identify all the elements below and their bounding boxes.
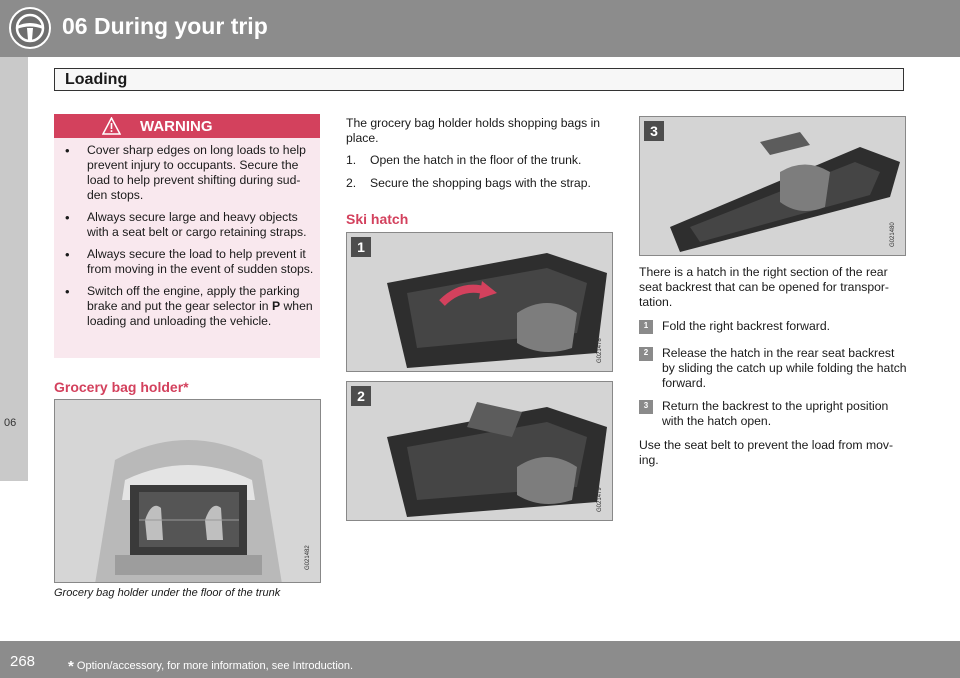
footnote-star: * [68,658,74,675]
grocery-caption: Grocery bag holder under the floor of the trunk [54,587,281,599]
page-footer [0,641,960,678]
figure-code: G021482 [305,545,311,570]
footnote-text: Option/accessory, for more information, see Introduction. [76,660,354,672]
footnote [68,656,353,673]
chapter-tab-label: 06 [4,417,17,429]
warning-item: • Cover sharp edges on long loads to help prevent injury to occupants. Secure the load to help prevent shifting during sud-den stops. [62,143,314,203]
ski-hatch-image-3 [639,116,906,256]
warning-item-text-end: when loading and unloading the vehicle. [87,299,313,328]
figure-code: G021479 [597,487,603,512]
chapter-title: 06 During your trip [62,13,268,39]
warning-list [62,143,314,336]
step-number: 1. [346,153,357,167]
step-text: Secure the shopping bags with the strap. [370,176,591,190]
figure-number-label: 3 [644,121,664,141]
grocery-steps [346,153,606,199]
ski-step: Return the backrest to the upright position with the hatch open. [662,399,889,428]
warning-item [62,284,314,329]
step-badge [639,400,653,414]
step-badge-number: 3 [643,401,649,410]
grocery-step [346,176,606,191]
grocery-heading: Grocery bag holder* [54,379,189,395]
section-title: Loading [65,71,128,88]
warning-header [54,114,320,138]
warning-item: • Always secure large and heavy objects with a seat belt or cargo retaining straps. [62,210,314,240]
step-badge-number: 2 [643,348,649,357]
step-badge [639,347,653,361]
step-number: 2. [346,176,357,190]
step-badge [639,320,653,334]
figure-code: G021480 [890,222,896,247]
chapter-tab [0,57,28,481]
ski-outro: Use the seat belt to prevent the load from mov-ing. [639,438,894,467]
figure-number-label: 1 [351,237,371,257]
step-badge-number: 1 [643,321,649,330]
grocery-intro: The grocery bag holder holds shopping bags in place. [346,116,601,145]
warning-title: WARNING [140,118,213,135]
step-text: Open the hatch in the floor of the trunk. [370,153,582,167]
ski-intro: There is a hatch in the right section of the rear seat backrest that can be opened for transpor-tation. [639,265,889,309]
grocery-bag-holder-image [54,399,321,583]
warning-item: • Always secure the load to help prevent it from moving in the event of sudden stops. [62,247,314,277]
ski-heading: Ski hatch [346,211,409,227]
figure-code: G021478 [597,338,603,363]
warning-box [54,114,320,358]
page-number: 268 [10,653,36,670]
figure-number-label: 2 [351,386,371,406]
trunk-illustration [55,400,321,583]
seat-illustration-3 [640,117,906,256]
ski-step: Fold the right backrest forward. [662,319,830,333]
steering-wheel-icon [8,6,52,50]
ski-hatch-image-2 [346,381,613,521]
page-header [0,0,960,57]
grocery-step [346,153,606,168]
seat-illustration-1 [347,233,613,372]
ski-step: Release the hatch in the rear seat backrest by sliding the catch up while folding the hatch forward. [662,346,907,390]
gear-selector-p: P [271,299,281,313]
section-bar [54,68,904,91]
ski-hatch-image-1 [346,232,613,372]
seat-illustration-2 [347,382,613,521]
warning-triangle-icon [102,117,121,135]
warning-item-text: Switch off the engine, apply the parking brake and put the gear selector in [87,284,300,313]
